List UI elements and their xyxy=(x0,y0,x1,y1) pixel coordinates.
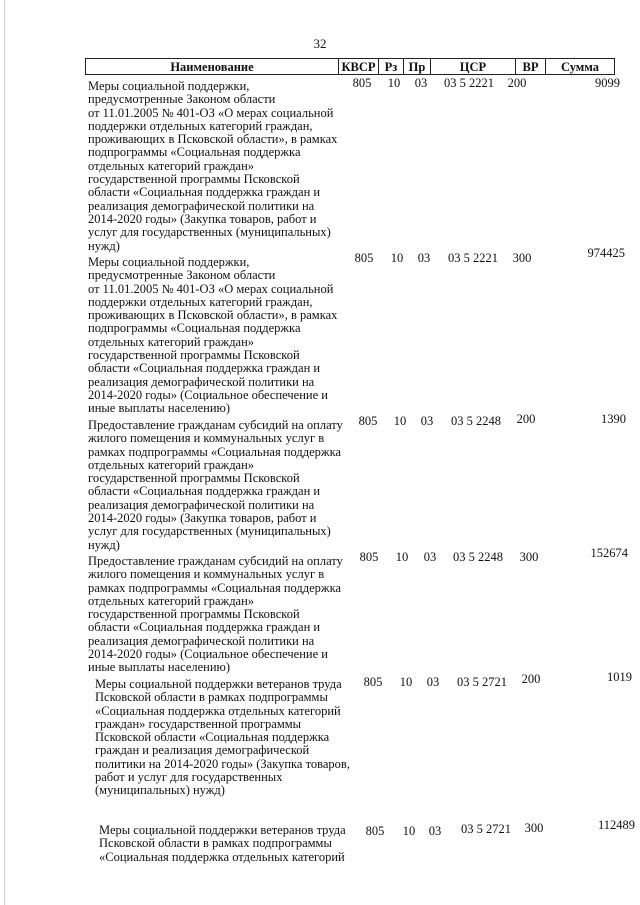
row-name: Предоставление гражданам субсидий на оплату жилого помещения и коммунальных услуг в рамках подпрограммы «Социальная поддержка отдельных категорий граждан» государственной программы Псковской области «Социальная поддержка граждан и реализация демографической политики на 2014-2020 годы» (Социальное обеспечение и иные выплаты населению) xyxy=(88,554,343,675)
header-name: Наименование xyxy=(170,60,254,74)
row-rz: 10 xyxy=(395,550,409,564)
header-sum: Сумма xyxy=(545,59,614,74)
row-vr: 300 xyxy=(519,550,539,564)
row-csr: 03 5 2221 xyxy=(448,251,498,265)
row-vr: 200 xyxy=(521,672,541,686)
header-kvsr: КВСР xyxy=(338,59,378,74)
row-kvsr: 805 xyxy=(352,76,372,90)
row-name: Меры социальной поддержки, предусмотренные Законом области от 11.01.2005 № 401-ОЗ «О мерах социальной поддержки отдельных категорий граждан, проживающих в Псковской области», в рамках подпрограммы «Социальная поддержка отдельных категорий граждан» государственной программы Псковской области «Социальная поддержка граждан и реализация демографической политики на 2014-2020 годы» (Социальное обеспечение и иные выплаты населению) xyxy=(88,255,338,416)
header-vr: ВР xyxy=(515,59,545,74)
row-rz: 10 xyxy=(393,414,407,428)
row-sum: 112489 xyxy=(597,818,635,832)
header-rz: Рз xyxy=(378,59,403,74)
row-kvsr: 805 xyxy=(359,550,379,564)
header-csr: ЦСР xyxy=(430,59,515,74)
row-csr: 03 5 2248 xyxy=(453,550,503,564)
row-sum: 1390 xyxy=(601,412,626,426)
row-rz: 10 xyxy=(390,251,404,265)
row-vr: 300 xyxy=(524,821,544,835)
row-csr: 03 5 2721 xyxy=(457,675,507,689)
row-vr: 200 xyxy=(516,412,536,426)
row-pr: 03 xyxy=(414,76,428,90)
row-sum: 9099 xyxy=(595,76,620,90)
row-rz: 10 xyxy=(399,675,413,689)
row-sum: 974425 xyxy=(587,246,625,260)
row-pr: 03 xyxy=(428,824,442,838)
row-kvsr: 805 xyxy=(358,414,378,428)
row-vr: 200 xyxy=(507,76,527,90)
page-number: 32 xyxy=(313,36,327,51)
row-pr: 03 xyxy=(420,414,434,428)
row-kvsr: 805 xyxy=(354,251,374,265)
row-kvsr: 805 xyxy=(365,824,385,838)
row-vr: 300 xyxy=(512,251,532,265)
row-sum: 152674 xyxy=(590,546,628,560)
row-sum: 1019 xyxy=(607,670,632,684)
scan-edge xyxy=(4,0,5,905)
row-kvsr: 805 xyxy=(363,675,383,689)
row-csr: 03 5 2221 xyxy=(444,76,494,90)
row-csr: 03 5 2721 xyxy=(461,822,511,836)
table-header xyxy=(85,58,615,75)
row-pr: 03 xyxy=(426,675,440,689)
row-pr: 03 xyxy=(423,550,437,564)
row-pr: 03 xyxy=(417,251,431,265)
row-csr: 03 5 2248 xyxy=(451,414,501,428)
row-name: Меры социальной поддержки ветеранов труда Псковской области в рамках подпрограммы «Социальная поддержка отдельных категорий граждан» государственной программы Псковской области «Социальная поддержка граждан и реализация демографической политики на 2014-2020 годы» (Закупка товаров, работ и услуг для государственных (муниципальных) нужд) xyxy=(95,677,350,798)
row-name: Меры социальной поддержки ветеранов труда Псковской области в рамках подпрограммы «Социальная поддержка отдельных категорий xyxy=(99,823,346,864)
row-name: Предоставление гражданам субсидий на оплату жилого помещения и коммунальных услуг в рамках подпрограммы «Социальная поддержка отдельных категорий граждан» государственной программы Псковской области «Социальная поддержка граждан и реализация демографической политики на 2014-2020 годы» (Закупка товаров, работ и услуг для государственных (муниципальных) нужд) xyxy=(88,418,343,552)
row-name: Меры социальной поддержки, предусмотренные Законом области от 11.01.2005 № 401-ОЗ «О мерах социальной поддержки отдельных категорий граждан, проживающих в Псковской области», в рамках подпрограммы «Социальная поддержка отдельных категорий граждан» государственной программы Псковской области «Социальная поддержка граждан и реализация демографической политики на 2014-2020 годы» (Закупка товаров, работ и услуг для государственных (муниципальных) нужд) xyxy=(88,79,338,253)
row-rz: 10 xyxy=(387,76,401,90)
row-rz: 10 xyxy=(402,824,416,838)
header-pr: Пр xyxy=(403,59,430,74)
